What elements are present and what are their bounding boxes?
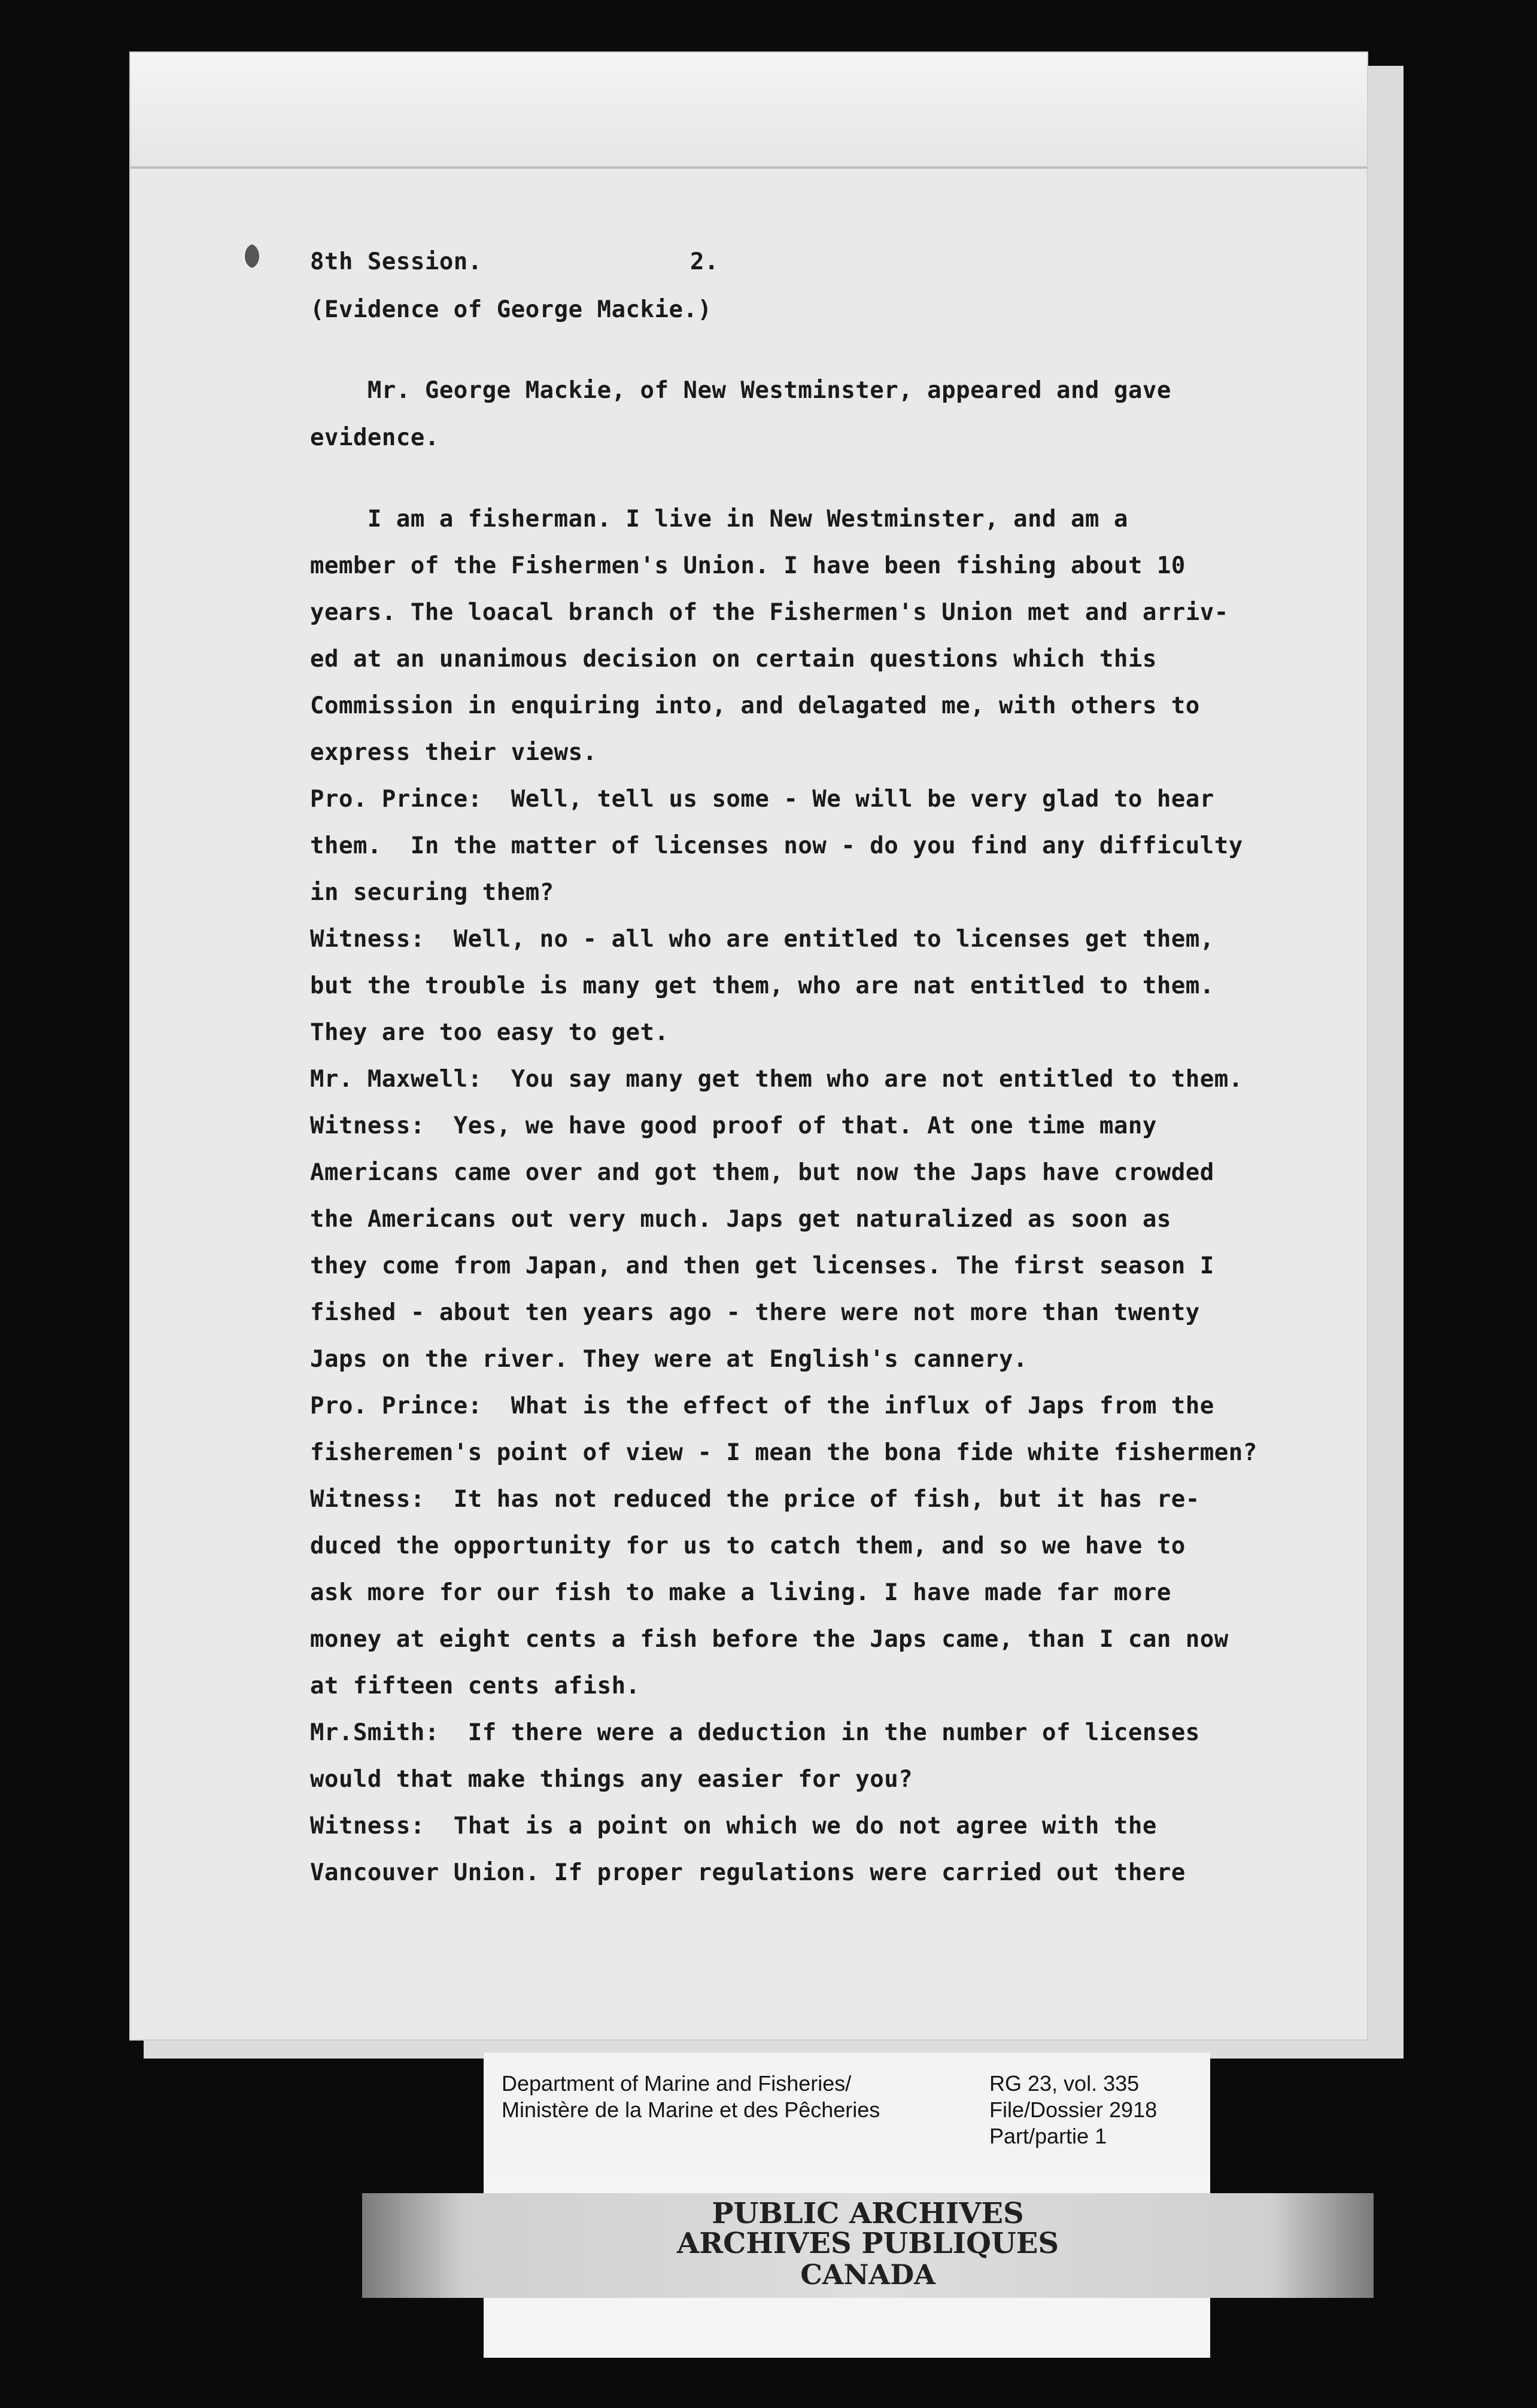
- department-fr: Ministère de la Marine et des Pêcheries: [502, 2097, 880, 2122]
- record-group: RG 23, vol. 335: [989, 2071, 1140, 2096]
- file-number: File/Dossier 2918: [989, 2097, 1158, 2122]
- stamp-line-3: CANADA: [800, 2258, 935, 2291]
- stamp-line-2: ARCHIVES PUBLIQUES: [677, 2227, 1059, 2260]
- text-line: they come from Japan, and then get licenses. The first season I: [310, 1252, 1214, 1279]
- text-line: Witness: It has not reduced the price of fish, but it has re-: [310, 1486, 1200, 1513]
- text-line: Pro. Prince: What is the effect of the influx of Japs from the: [310, 1392, 1214, 1419]
- text-line: Japs on the river. They were at English's cannery.: [310, 1346, 1028, 1373]
- text-line: money at eight cents a fish before the Japs came, than I can now: [310, 1626, 1229, 1653]
- text-line: Witness: Well, no - all who are entitled to licenses get them,: [310, 926, 1214, 953]
- stamp-line-1: PUBLIC ARCHIVES: [712, 2197, 1024, 2230]
- text-line: Commission in enquiring into, and delagated me, with others to: [310, 692, 1200, 719]
- text-line: Pro. Prince: Well, tell us some - We will be very glad to hear: [310, 786, 1214, 813]
- text-line: in securing them?: [310, 879, 554, 906]
- text-line: fished - about ten years ago - there were not more than twenty: [310, 1299, 1200, 1326]
- archive-label: [484, 2053, 1210, 2178]
- typed-page: [130, 53, 1367, 2039]
- page-text: [130, 53, 1367, 2039]
- text-line: duced the opportunity for us to catch them, and so we have to: [310, 1533, 1186, 1559]
- text-line: member of the Fishermen's Union. I have been fishing about 10: [310, 552, 1186, 579]
- page-number: 2.: [690, 248, 719, 275]
- text-line: They are too easy to get.: [310, 1019, 669, 1046]
- public-archives-stamp: [362, 2193, 1374, 2298]
- department-en: Department of Marine and Fisheries/: [502, 2071, 852, 2096]
- text-line: Mr. Maxwell: You say many get them who are not entitled to them.: [310, 1066, 1243, 1093]
- text-line: ask more for our fish to make a living. I have made far more: [310, 1579, 1171, 1606]
- text-line: at fifteen cents afish.: [310, 1673, 640, 1699]
- text-line: but the trouble is many get them, who are nat entitled to them.: [310, 972, 1214, 999]
- text-line: Americans came over and got them, but now the Japs have crowded: [310, 1159, 1214, 1186]
- text-line: them. In the matter of licenses now - do you find any difficulty: [310, 832, 1243, 859]
- text-line: years. The loacal branch of the Fishermen's Union met and arriv-: [310, 599, 1229, 626]
- text-line: I am a fisherman. I live in New Westminster, and am a: [310, 506, 1128, 533]
- text-line: the Americans out very much. Japs get naturalized as soon as: [310, 1206, 1171, 1233]
- text-line: Mr. George Mackie, of New Westminster, appeared and gave: [310, 377, 1171, 404]
- text-line: express their views.: [310, 739, 597, 766]
- file-reference: [989, 2070, 1157, 2149]
- session-heading: 8th Session.: [310, 248, 482, 275]
- evidence-caption: (Evidence of George Mackie.): [310, 296, 712, 323]
- text-line: Witness: Yes, we have good proof of that. At one time many: [310, 1112, 1157, 1139]
- text-line: would that make things any easier for you?: [310, 1766, 913, 1793]
- text-line: Witness: That is a point on which we do not agree with the: [310, 1813, 1157, 1840]
- part-number: Part/partie 1: [989, 2124, 1107, 2148]
- text-line: fisheremen's point of view - I mean the bona fide white fishermen?: [310, 1439, 1257, 1466]
- text-line: Vancouver Union. If proper regulations were carried out there: [310, 1859, 1186, 1886]
- text-line: Mr.Smith: If there were a deduction in the number of licenses: [310, 1719, 1200, 1746]
- text-line: evidence.: [310, 424, 439, 451]
- department-name: [502, 2070, 880, 2123]
- text-line: ed at an unanimous decision on certain questions which this: [310, 646, 1157, 673]
